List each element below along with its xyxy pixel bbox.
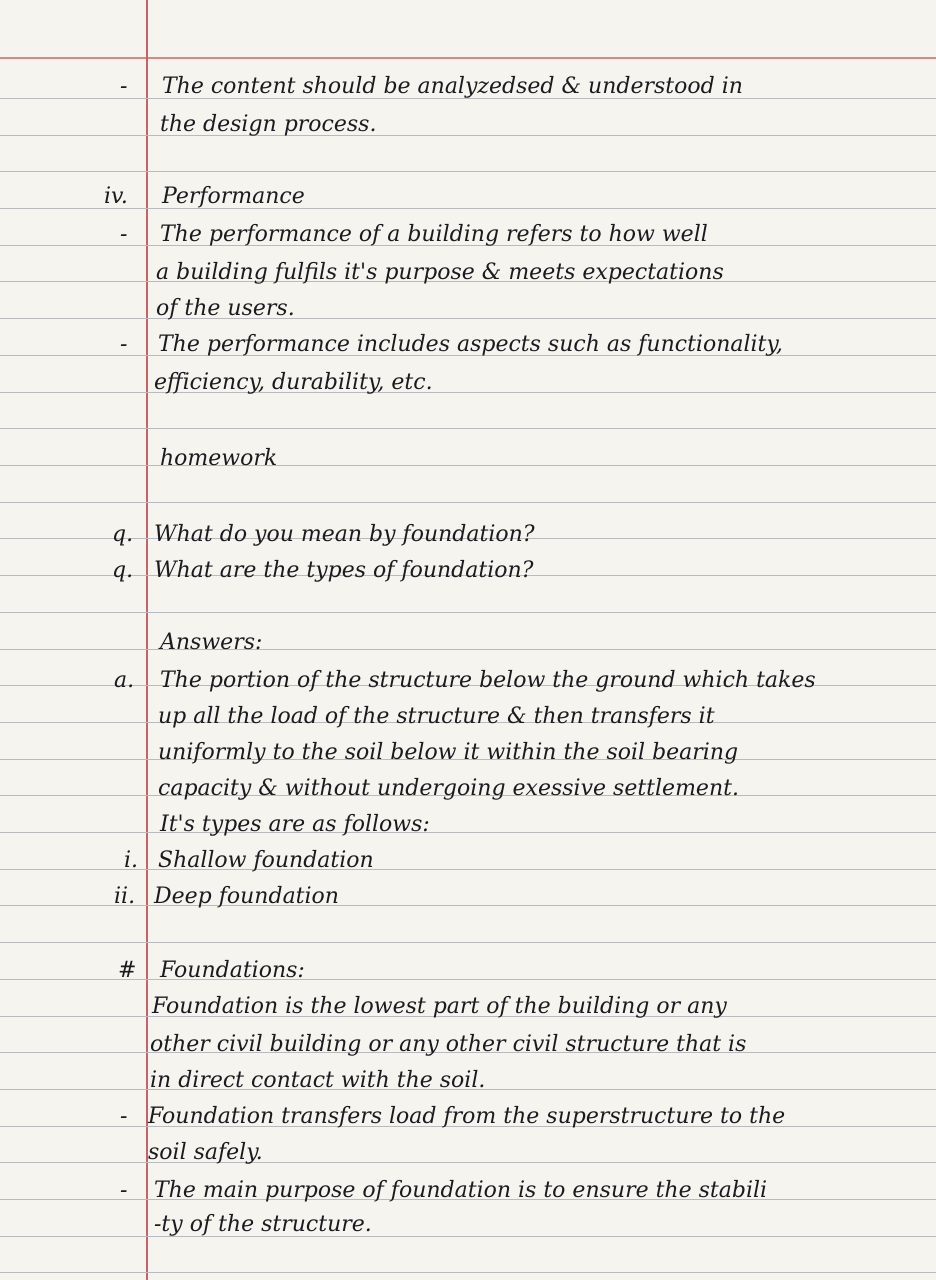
- question-text: What do you mean by foundation?: [154, 522, 535, 547]
- line-text: efficiency, durability, etc.: [154, 370, 433, 395]
- note-line: [0, 1066, 936, 1104]
- answer-text: up all the load of the structure & then transfers it: [158, 704, 715, 729]
- note-line: [0, 992, 936, 1030]
- note-line: [0, 520, 936, 558]
- note-line: [0, 406, 936, 444]
- line-text: The content should be analyzedsed & understood in: [162, 74, 743, 99]
- line-text: soil safely.: [148, 1140, 263, 1165]
- note-line: [0, 182, 936, 220]
- line-text: a building fulfils it's purpose & meets expectations: [156, 260, 724, 285]
- note-line: [0, 1176, 936, 1214]
- note-line: [0, 556, 936, 594]
- ruled-line: [0, 1272, 936, 1273]
- line-marker: -: [120, 332, 128, 357]
- answer-text: The portion of the structure below the ground which takes: [160, 668, 816, 693]
- line-text: Foundation transfers load from the superstructure to the: [148, 1104, 786, 1129]
- note-line: [0, 444, 936, 482]
- section-heading: Foundations:: [160, 958, 305, 983]
- line-marker: -: [120, 74, 128, 99]
- answer-text: It's types are as follows:: [160, 812, 430, 837]
- note-line: [0, 920, 936, 958]
- question-text: What are the types of foundation?: [154, 558, 534, 583]
- note-line: [0, 702, 936, 740]
- note-line: [0, 72, 936, 110]
- note-line: [0, 148, 936, 186]
- line-marker: q.: [112, 558, 134, 583]
- section-heading: homework: [160, 446, 278, 471]
- line-text: The performance of a building refers to how well: [160, 222, 708, 247]
- line-marker: -: [120, 1104, 128, 1129]
- line-text: the design process.: [160, 112, 377, 137]
- section-heading: Performance: [162, 184, 305, 209]
- note-line: [0, 482, 936, 520]
- note-line: [0, 220, 936, 258]
- note-line: [0, 110, 936, 148]
- note-line: [0, 1030, 936, 1068]
- note-line: [0, 594, 936, 632]
- line-marker: a.: [114, 668, 135, 693]
- line-text: of the users.: [156, 296, 295, 321]
- section-heading: Answers:: [160, 630, 263, 655]
- note-line: [0, 882, 936, 920]
- note-line: [0, 810, 936, 848]
- line-text: Foundation is the lowest part of the building or any: [152, 994, 727, 1019]
- line-marker: #: [118, 958, 137, 983]
- note-line: [0, 956, 936, 994]
- line-marker: -: [120, 222, 128, 247]
- line-text: The performance includes aspects such as functionality,: [158, 332, 783, 357]
- top-margin-line: [0, 57, 936, 59]
- answer-text: uniformly to the soil below it within the soil bearing: [158, 740, 739, 765]
- answer-text: capacity & without undergoing exessive settlement.: [158, 776, 739, 801]
- line-text: -ty of the structure.: [154, 1212, 372, 1237]
- list-item: Shallow foundation: [158, 848, 374, 873]
- line-text: other civil building or any other civil structure that is: [150, 1032, 747, 1057]
- line-text: The main purpose of foundation is to ensure the stabili: [154, 1178, 768, 1203]
- line-marker: iv.: [104, 184, 128, 209]
- note-line: [0, 628, 936, 666]
- note-line: [0, 738, 936, 776]
- note-line: [0, 330, 936, 368]
- line-marker: -: [120, 1178, 128, 1203]
- note-line: [0, 294, 936, 332]
- note-line: [0, 846, 936, 884]
- note-line: [0, 258, 936, 296]
- line-marker: i.: [124, 848, 139, 873]
- note-line: [0, 1102, 936, 1140]
- note-line: [0, 774, 936, 812]
- note-line: [0, 1210, 936, 1248]
- note-line: [0, 1138, 936, 1176]
- line-marker: q.: [112, 522, 134, 547]
- note-line: [0, 666, 936, 704]
- line-marker: ii.: [114, 884, 136, 909]
- list-item: Deep foundation: [154, 884, 339, 909]
- line-text: in direct contact with the soil.: [150, 1068, 486, 1093]
- note-line: [0, 368, 936, 406]
